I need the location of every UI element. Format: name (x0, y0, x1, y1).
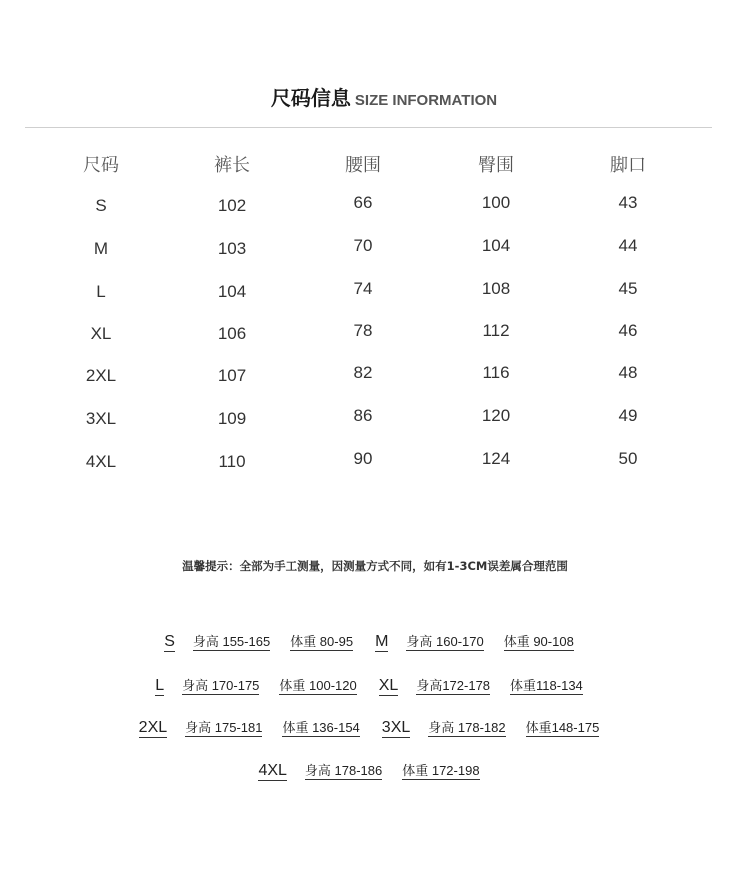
table-cell: 49 (618, 406, 638, 425)
recommendation-size: XL (378, 677, 399, 694)
table-cell: 90 (353, 449, 373, 468)
recommendation-row (0, 717, 750, 737)
recommendation-weight: 体重 90-108 (503, 634, 574, 649)
table-header: 腰围 (345, 155, 381, 176)
recommendation-height: 身高 155-165 (192, 634, 271, 649)
divider (25, 127, 712, 128)
size-cell: 4XL (85, 452, 117, 471)
recommendation-height: 身高172-178 (416, 678, 491, 693)
table-header: 臀围 (478, 155, 514, 176)
table-cell: 124 (481, 449, 511, 468)
table-cell: 103 (217, 239, 247, 258)
table-cell: 120 (481, 406, 511, 425)
recommendation-size: 4XL (258, 762, 287, 779)
recommendation-size: L (155, 677, 165, 694)
recommendation-row (0, 760, 750, 780)
recommendation-size: S (164, 633, 175, 650)
measurement-note: 温馨提示：全部为手工测量，因测量方式不同，如有1-3CM误差属合理范围 (182, 559, 568, 573)
table-cell: 66 (353, 193, 373, 212)
table-cell: 82 (353, 363, 373, 382)
table-header: 裤长 (214, 155, 250, 176)
size-cell: L (96, 282, 106, 301)
table-cell: 46 (618, 321, 638, 340)
table-header: 脚口 (610, 155, 646, 176)
table-cell: 74 (353, 279, 373, 298)
recommendation-height: 身高 178-186 (304, 763, 383, 778)
recommendation-height: 身高 178-182 (428, 720, 506, 735)
recommendation-weight: 体重148-175 (525, 720, 600, 735)
size-cell: S (95, 196, 107, 215)
table-cell: 70 (353, 236, 373, 255)
recommendation-weight: 体重118-134 (510, 678, 583, 693)
page-title (0, 82, 750, 111)
table-cell: 86 (353, 406, 373, 425)
table-cell: 107 (217, 366, 247, 385)
recommendation-height: 身高 170-175 (182, 678, 260, 693)
table-cell: 50 (618, 449, 638, 468)
table-cell: 48 (618, 363, 638, 382)
table-cell: 104 (481, 236, 511, 255)
recommendation-weight: 体重 172-198 (402, 763, 480, 778)
table-cell: 45 (618, 279, 638, 298)
table-cell: 110 (218, 452, 246, 471)
table-cell: 109 (217, 409, 247, 428)
table-cell: 112 (482, 321, 510, 340)
recommendation-row (0, 675, 750, 695)
size-cell: M (93, 239, 109, 258)
recommendation-row (0, 631, 750, 651)
table-cell: 108 (481, 279, 511, 298)
size-cell: XL (90, 324, 112, 343)
size-cell: 3XL (85, 409, 117, 428)
table-header: 尺码 (83, 155, 119, 176)
table-cell: 102 (217, 196, 247, 215)
recommendation-height: 身高 160-170 (406, 634, 484, 649)
title-en: SIZE INFORMATION (354, 92, 498, 109)
table-cell: 106 (217, 324, 247, 343)
recommendation-height: 身高 175-181 (185, 720, 263, 735)
table-cell: 104 (217, 282, 247, 301)
recommendation-weight: 体重 80-95 (290, 634, 354, 649)
table-cell: 44 (618, 236, 638, 255)
table-cell: 78 (353, 321, 373, 340)
table-cell: 43 (618, 193, 638, 212)
recommendation-size: M (375, 633, 389, 650)
size-cell: 2XL (85, 366, 117, 385)
recommendation-size: 2XL (138, 719, 168, 736)
title-zh: 尺码信息 (270, 86, 351, 110)
recommendation-weight: 体重 136-154 (282, 720, 360, 735)
recommendation-weight: 体重 100-120 (279, 678, 357, 693)
table-cell: 116 (482, 363, 510, 382)
table-cell: 100 (481, 193, 511, 212)
recommendation-size: 3XL (381, 719, 411, 736)
